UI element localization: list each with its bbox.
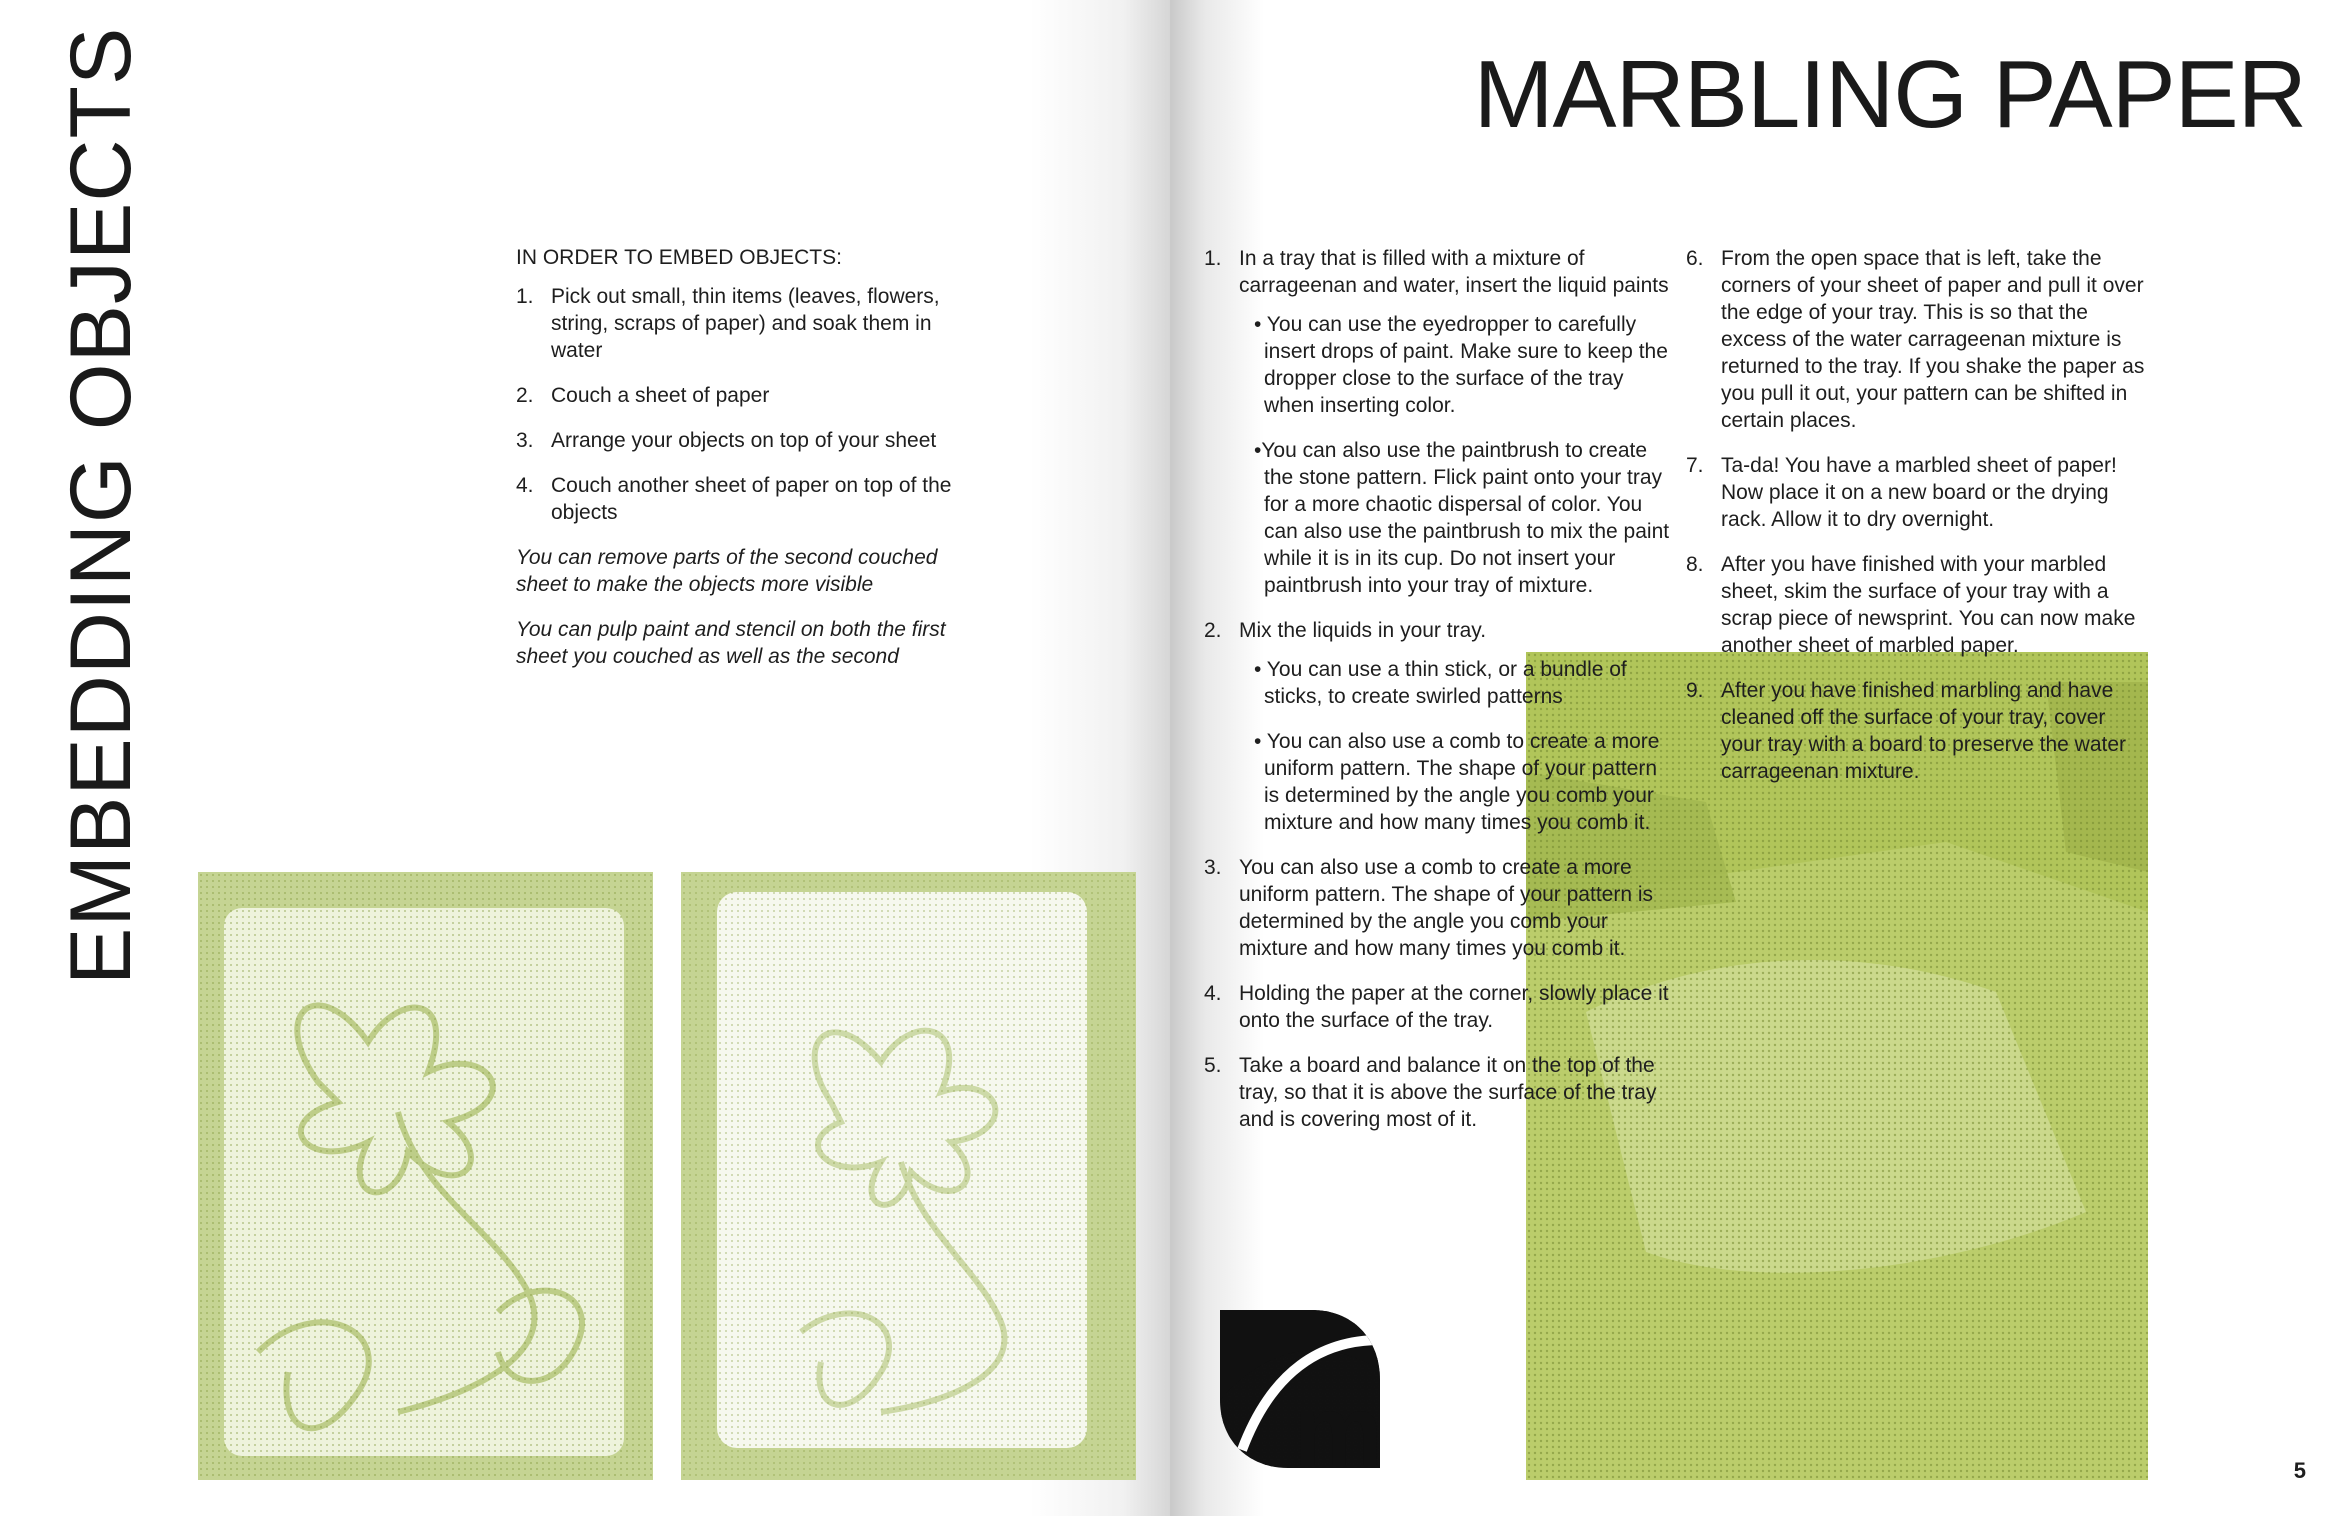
logo-letter: m [1294, 1375, 1383, 1470]
marbling-column-2 [1686, 245, 2148, 803]
step-number: 6. [1686, 247, 1704, 270]
step-number: 4. [1204, 982, 1222, 1005]
embedding-instructions [516, 244, 976, 688]
bullet-note: •You can also use the paintbrush to create the stone pattern. Flick paint onto your tray for a more chaotic dispersal of color. You can also use the paintbrush to mix the paint while it is in its cup. Do not insert your paintbrush into your tray of mixture. [1254, 439, 1670, 597]
vertical-title: EMBEDDING OBJECTS [53, 26, 149, 985]
step-text: Take a board and balance it on the top of the tray, so that it is above the surface of the tray and is covering most of it. [1239, 1054, 1657, 1131]
marbling-step [1204, 617, 1670, 644]
marbling-column-1 [1204, 245, 1670, 1151]
embedding-steps [516, 283, 976, 526]
instructions-heading: IN ORDER TO EMBED OBJECTS: [516, 246, 842, 269]
m-logo-graphic [1212, 1300, 1387, 1470]
bullet-note: • You can use a thin stick, or a bundle of sticks, to create swirled patterns [1254, 658, 1627, 708]
step-text: From the open space that is left, take the corners of your sheet of paper and pull it over the edge of your tray. This is so that the excess of the water carrageenan mixture is returned to the tray. If you shake the paper as you pull it out, your pattern can be shifted in certain places. [1721, 247, 2145, 432]
embedded-paper-illustration [681, 872, 1136, 1480]
step-text: Pick out small, thin items (leaves, flowers, string, scraps of paper) and soak them in water [551, 285, 940, 362]
step-number: 3. [516, 429, 534, 452]
marbling-steps-3-5 [1204, 854, 1670, 1133]
marbling-step [1686, 452, 2148, 533]
step-number: 3. [1204, 856, 1222, 879]
marbling-step [1686, 677, 2148, 785]
step-text: Arrange your objects on top of your sheet [551, 429, 937, 452]
step-text: In a tray that is filled with a mixture of carrageenan and water, insert the liquid paints [1239, 247, 1669, 297]
step-text: Mix the liquids in your tray. [1239, 619, 1487, 642]
page-title: MARBLING PAPER [1473, 41, 2306, 148]
step-number: 2. [516, 384, 534, 407]
step-number: 2. [1204, 619, 1222, 642]
step-number: 4. [516, 474, 534, 497]
embedded-paper-photo-2 [681, 872, 1136, 1480]
marbling-step [1204, 980, 1670, 1034]
bullet-note: • You can use the eyedropper to carefully insert drops of paint. Make sure to keep the dropper close to the surface of the tray when inserting color. [1254, 313, 1668, 417]
marbling-step [1204, 854, 1670, 962]
marbling-steps-6-9 [1686, 245, 2148, 785]
step-number: 5. [1204, 1054, 1222, 1077]
embed-step [516, 382, 976, 409]
embedded-paper-photo-1 [198, 872, 653, 1480]
step-number: 9. [1686, 679, 1704, 702]
marbling-step [1686, 551, 2148, 659]
marbling-step [1204, 1052, 1670, 1133]
marbling-step [1686, 245, 2148, 434]
embed-step [516, 472, 976, 526]
step-text: You can also use a comb to create a more uniform pattern. The shape of your pattern is determined by the angle you comb your mixture and how many times you comb it. [1239, 856, 1654, 960]
step-number: 1. [1204, 247, 1222, 270]
marbling-step [1204, 245, 1670, 299]
marbling-steps-1 [1204, 245, 1670, 299]
step-text: Holding the paper at the corner, slowly place it onto the surface of the tray. [1239, 982, 1669, 1032]
step-text: Ta-da! You have a marbled sheet of paper! Now place it on a new board or the drying rack. Allow it to dry overnight. [1721, 454, 2117, 531]
step-text: Couch another sheet of paper on top of the objects [551, 474, 952, 524]
page-number: 5 [2293, 1458, 2306, 1483]
italic-note: You can pulp paint and stencil on both the first sheet you couched as well as the second [516, 618, 946, 668]
m-logo-icon [1212, 1300, 1387, 1470]
step-number: 7. [1686, 454, 1704, 477]
embed-step [516, 283, 976, 364]
marbling-steps-2 [1204, 617, 1670, 644]
step-text: Couch a sheet of paper [551, 384, 770, 407]
bullet-note: • You can also use a comb to create a more uniform pattern. The shape of your pattern is determined by the angle you comb your mixture and how many times you comb it. [1254, 730, 1660, 834]
italic-note: You can remove parts of the second couched sheet to make the objects more visible [516, 546, 938, 596]
embed-step [516, 427, 976, 454]
step-number: 1. [516, 285, 534, 308]
step-text: After you have finished with your marbled sheet, skim the surface of your tray with a scrap piece of newsprint. You can now make another sheet of marbled paper. [1721, 553, 2136, 657]
step-text: After you have finished marbling and have cleaned off the surface of your tray, cover your tray with a board to preserve the water carrageenan mixture. [1721, 679, 2127, 783]
step-number: 8. [1686, 553, 1704, 576]
embedded-paper-illustration [198, 872, 653, 1480]
